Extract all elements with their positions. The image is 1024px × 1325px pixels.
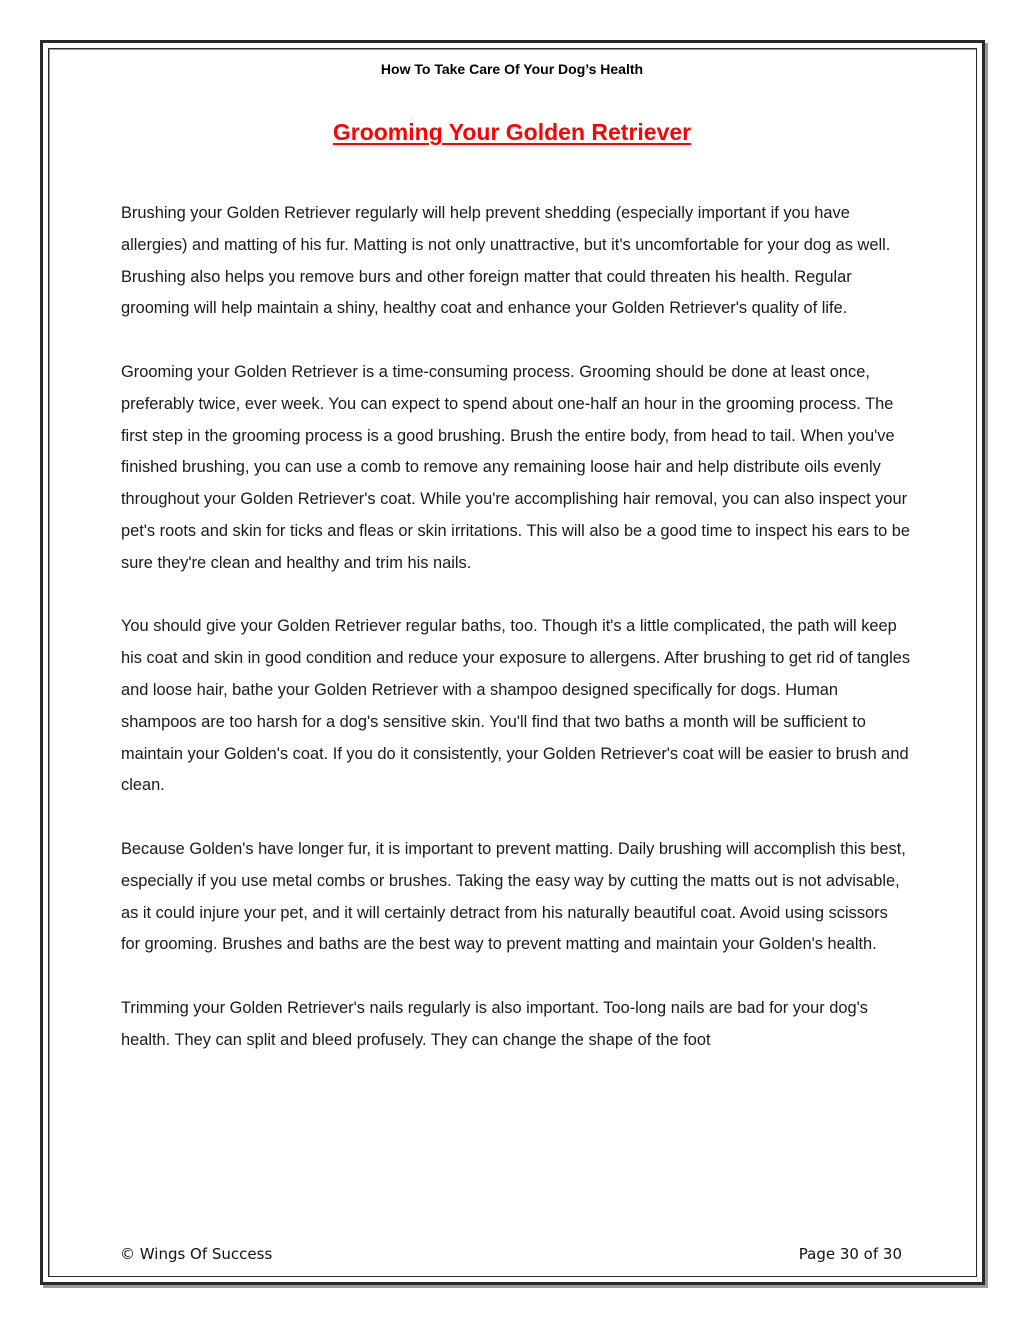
- footer-page-number: Page 30 of 30: [798, 1245, 902, 1263]
- paragraph-baths: You should give your Golden Retriever regular baths, too. Though it's a little complicated, the path will keep his coat and skin in good condition and reduce your exposure to allergens. After brushing to get rid of tangles and loose hair, bathe your Golden Retriever with a shampoo designed specifically for dogs. Human shampoos are too harsh for a dog's sensitive skin. You'll find that two baths a month will be sufficient to maintain your Golden's coat. If you do it consistently, your Golden Retriever's coat will be easier to brush and clean.: [121, 617, 911, 795]
- paragraph-nails: Trimming your Golden Retriever's nails regularly is also important. Too-long nails are bad for your dog's health. They can split and bleed profusely. They can change the shape of the foot: [121, 998, 868, 1049]
- article-body: [121, 198, 911, 1088]
- paragraph-brushing: Brushing your Golden Retriever regularly will help prevent shedding (especially important if you have allergies) and matting of his fur. Matting is not only unattractive, but it's uncomfortable for your dog as well. Brushing also helps you remove burs and other foreign matter that could threaten his health. Regular grooming will help maintain a shiny, healthy coat and enhance your Golden Retriever's quality of life.: [121, 204, 891, 318]
- running-header: How To Take Care Of Your Dog’s Health: [380, 61, 644, 77]
- page-title: Grooming Your Golden Retriever: [332, 119, 692, 145]
- paragraph-grooming-process: Grooming your Golden Retriever is a time-consuming process. Grooming should be done at least once, preferably twice, ever week. You can expect to spend about one-half an hour in the grooming process. The first step in the grooming process is a good brushing. Brush the entire body, from head to tail. When you've finished brushing, you can use a comb to remove any remaining loose hair and help distribute oils evenly throughout your Golden Retriever's coat. While you're accomplishing hair removal, you can also inspect your pet's roots and skin for ticks and fleas or skin irritations. This will also be a good time to inspect his ears to be sure they're clean and healthy and trim his nails.: [121, 362, 911, 572]
- footer-copyright: © Wings Of Success: [120, 1245, 273, 1263]
- paragraph-matting: Because Golden's have longer fur, it is important to prevent matting. Daily brushing will accomplish this best, especially if you use metal combs or brushes. Taking the easy way by cutting the matts out is not advisable, as it could injure your pet, and it will certainly detract from his naturally beautiful coat. Avoid using scissors for grooming. Brushes and baths are the best way to prevent matting and maintain your Golden's health.: [121, 839, 906, 954]
